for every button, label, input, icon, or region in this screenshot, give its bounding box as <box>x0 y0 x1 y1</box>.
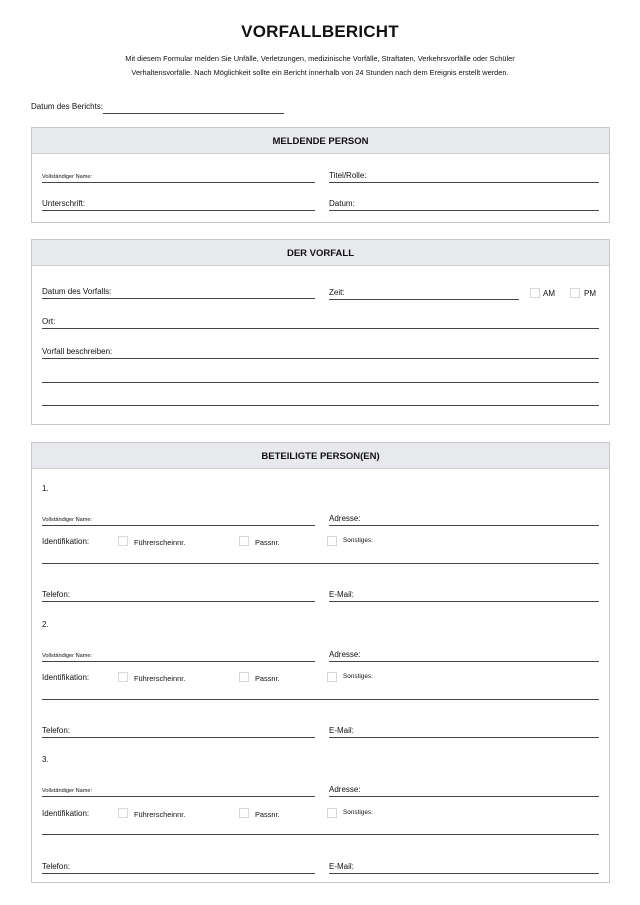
description-line-3[interactable] <box>42 405 599 406</box>
person-1-license-checkbox[interactable] <box>118 536 128 546</box>
person-3-passport-checkbox[interactable] <box>239 808 249 818</box>
description-line-2[interactable] <box>42 382 599 383</box>
person-2-id-line[interactable] <box>42 699 599 700</box>
intro-text <box>60 52 580 79</box>
incident-time-label: Zeit: <box>329 288 345 297</box>
reporter-name-field[interactable] <box>42 170 315 183</box>
person-3-license-label: Führerscheinnr. <box>134 810 186 819</box>
person-1-number: 1. <box>42 484 49 493</box>
person-2-phone-field[interactable] <box>42 725 315 738</box>
person-3-other-label: Sonstiges: <box>343 809 373 816</box>
person-3-address-field[interactable] <box>329 784 599 797</box>
reporter-heading: MELDENDE PERSON <box>32 128 609 154</box>
page-title: VORFALLBERICHT <box>241 22 399 41</box>
report-date-label: Datum des Berichts: <box>31 102 104 111</box>
report-date-field[interactable] <box>103 101 284 114</box>
reporter-date-field[interactable] <box>329 198 599 211</box>
pm-checkbox[interactable] <box>570 288 580 298</box>
person-1-passport-checkbox[interactable] <box>239 536 249 546</box>
intro-line-2: Verhaltensvorfälle. Nach Möglichkeit sollte ein Bericht innerhalb von 24 Stunden nach dem Ereignis erstellt werden. <box>131 67 509 77</box>
person-1-license-label: Führerscheinnr. <box>134 538 186 547</box>
person-3-id-line[interactable] <box>42 834 599 835</box>
incident-heading: DER VORFALL <box>32 240 609 266</box>
reporter-signature-label: Unterschrift: <box>42 199 86 208</box>
incident-location-label: Ort: <box>42 317 56 326</box>
incident-location-field[interactable] <box>42 316 599 329</box>
person-3-other-checkbox[interactable] <box>327 808 337 818</box>
incident-date-field[interactable] <box>42 286 315 299</box>
reporter-signature-field[interactable] <box>42 198 315 211</box>
intro-line-1: Mit diesem Formular melden Sie Unfälle, Verletzungen, medizinische Vorfälle, Straftaten, Verkehrsvorfälle oder Schüler <box>125 54 515 63</box>
person-2-other-checkbox[interactable] <box>327 672 337 682</box>
person-2-other-label: Sonstiges: <box>343 673 373 680</box>
person-3-identification-label: Identifikation: <box>42 809 90 818</box>
reporter-section <box>31 127 610 223</box>
persons-section <box>31 442 610 883</box>
person-1-address-field[interactable] <box>329 513 599 526</box>
person-1-name-field[interactable] <box>42 513 315 526</box>
am-checkbox[interactable] <box>530 288 540 298</box>
person-2-passport-label: Passnr. <box>255 674 280 683</box>
person-1-phone-field[interactable] <box>42 589 315 602</box>
person-3-address-label: Adresse: <box>329 785 361 794</box>
person-2-name-field[interactable] <box>42 649 315 662</box>
person-1-address-label: Adresse: <box>329 514 361 523</box>
person-1-other-label: Sonstiges: <box>343 537 373 544</box>
person-1-phone-label: Telefon: <box>42 590 71 599</box>
persons-heading: BETEILIGTE PERSON(EN) <box>32 443 609 469</box>
person-1-email-label: E-Mail: <box>329 590 354 599</box>
reporter-role-label: Titel/Rolle: <box>329 171 367 180</box>
person-2-license-checkbox[interactable] <box>118 672 128 682</box>
person-2-license-label: Führerscheinnr. <box>134 674 186 683</box>
person-1-email-field[interactable] <box>329 589 599 602</box>
incident-date-label: Datum des Vorfalls: <box>42 287 112 296</box>
person-2-number: 2. <box>42 620 49 629</box>
incident-description-label: Vorfall beschreiben: <box>42 347 113 356</box>
am-label: AM <box>543 289 555 298</box>
person-2-address-field[interactable] <box>329 649 599 662</box>
person-3-phone-label: Telefon: <box>42 862 71 871</box>
person-3-passport-label: Passnr. <box>255 810 280 819</box>
person-1-identification-label: Identifikation: <box>42 537 90 546</box>
person-2-address-label: Adresse: <box>329 650 361 659</box>
person-3-license-checkbox[interactable] <box>118 808 128 818</box>
person-2-email-field[interactable] <box>329 725 599 738</box>
person-2-phone-label: Telefon: <box>42 726 71 735</box>
person-2-email-label: E-Mail: <box>329 726 354 735</box>
person-2-passport-checkbox[interactable] <box>239 672 249 682</box>
incident-description-field[interactable] <box>42 346 599 359</box>
reporter-role-field[interactable] <box>329 170 599 183</box>
person-1-id-line[interactable] <box>42 563 599 564</box>
person-3-number: 3. <box>42 755 49 764</box>
person-2-identification-label: Identifikation: <box>42 673 90 682</box>
person-1-passport-label: Passnr. <box>255 538 280 547</box>
person-2-name-label: Vollständiger Name: <box>42 653 93 659</box>
person-3-name-label: Vollständiger Name: <box>42 788 93 794</box>
person-1-other-checkbox[interactable] <box>327 536 337 546</box>
incident-time-field[interactable] <box>329 287 519 300</box>
reporter-date-label: Datum: <box>329 199 355 208</box>
pm-label: PM <box>584 289 596 298</box>
person-3-phone-field[interactable] <box>42 861 315 874</box>
person-1-name-label: Vollständiger Name: <box>42 517 93 523</box>
person-3-name-field[interactable] <box>42 784 315 797</box>
person-3-email-field[interactable] <box>329 861 599 874</box>
person-3-email-label: E-Mail: <box>329 862 354 871</box>
incident-section <box>31 239 610 425</box>
reporter-name-label: Vollständiger Name: <box>42 174 93 180</box>
